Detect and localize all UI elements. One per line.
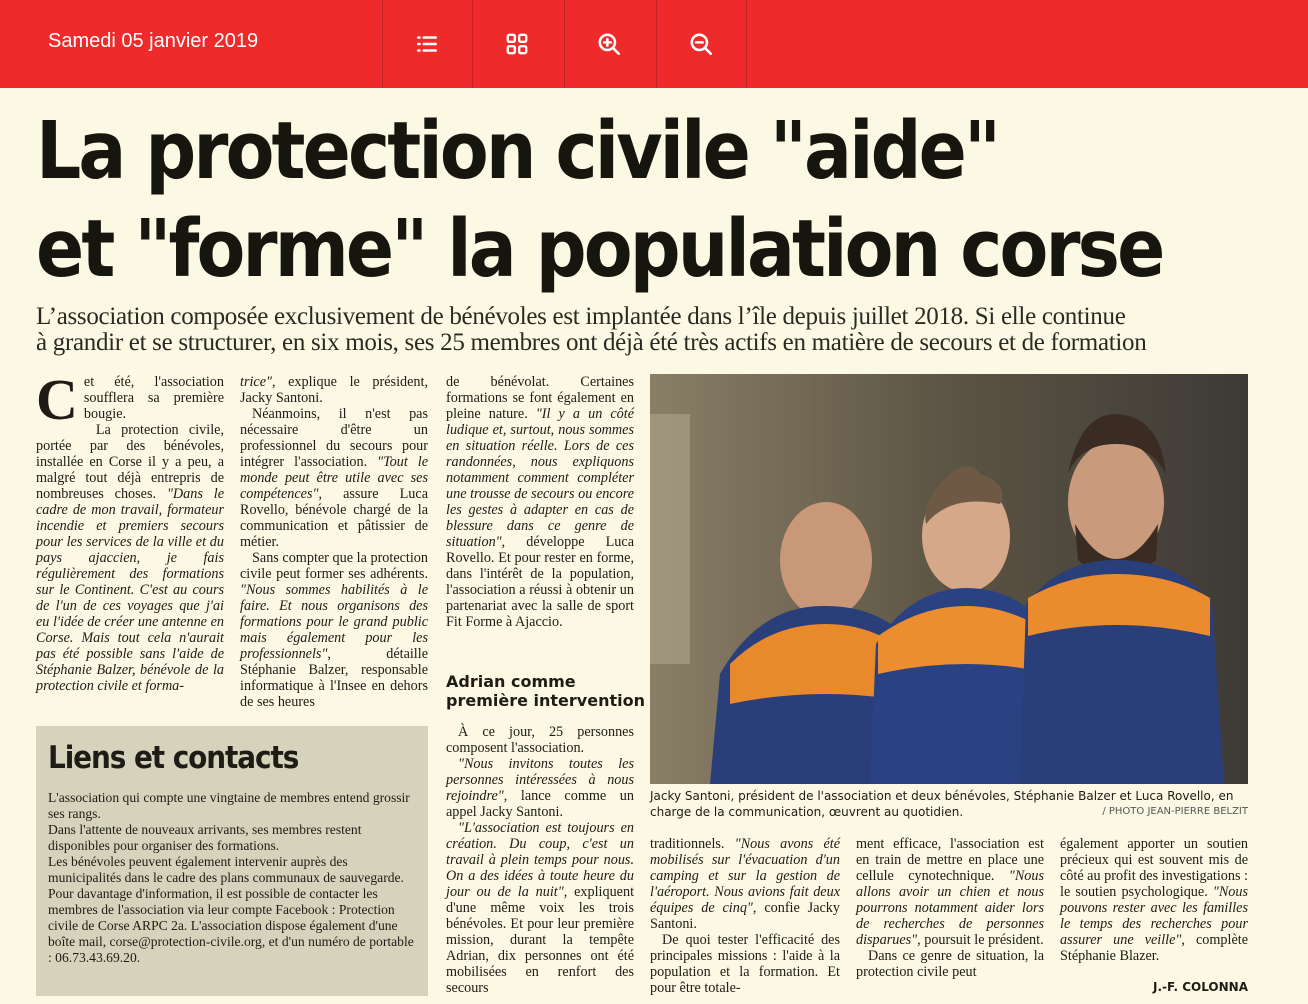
contacts-box-text (48, 790, 418, 966)
box-paragraph: Dans l'attente de nouveaux arrivants, ses membres restent disponibles pour organiser des formations. (48, 822, 362, 853)
list-icon (414, 31, 440, 57)
subheading: Adrian comme première intervention (446, 672, 645, 710)
lede-line-1: L’association composée exclusivement de bénévoles est implantée dans l’île depuis juillet 2018. Si elle continue (36, 303, 1126, 330)
paragraph: trice", explique le président, Jacky Santoni. (240, 374, 428, 406)
article-lede (36, 304, 1286, 356)
paragraph: De quoi tester l'efficacité des principales missions : l'aide à la population et la formation. Et pour être totale- (650, 932, 840, 996)
box-paragraph: Pour davantage d'information, il est possible de contacter les membres de l'association via leur compte Facebook : Protection civile de Corse ARPC 2a. L'association dispose également d'une boîte mail, corse@protection-civile.org, et d'un numéro de portable : 06.73.43.69.20. (48, 886, 414, 965)
zoom-in-icon (596, 31, 622, 57)
zoom-out-icon (688, 31, 714, 57)
headline-line-2: et "forme" la population corse (36, 203, 1163, 295)
toolbar-divider (746, 0, 747, 88)
box-paragraph: L'association qui compte une vingtaine de membres entend grossir ses rangs. (48, 790, 410, 821)
lede-line-2: à grandir et se structurer, en six mois, ses 25 membres ont déjà été très actifs en matière de secours et de formation (36, 329, 1147, 356)
paragraph: "Nous invitons toutes les personnes intéressées à nous rejoindre", lance comme un appel Jacky Santoni. (446, 756, 634, 820)
article-column-4 (650, 836, 840, 996)
paragraph: Sans compter que la protection civile peut former ses adhérents. "Nous sommes habilités à le faire. Et nous organisons des formations pour le grand public mais également pour les professionnels", détaille Stéphanie Balzer, responsable informatique à l'Insee en dehors de ses heures (240, 550, 428, 710)
top-toolbar (0, 0, 1308, 88)
photo-credit: / PHOTO JEAN-PIERRE BELZIT (1102, 806, 1248, 817)
paragraph: "L'association est toujours en création. Du coup, c'est un travail à plein temps pour nous. On a des idées à toute heure du jour ou de la nuit", expliquent d'une même voix les trois bénévoles. Et pour leur première mission, durant la tempête Adrian, dix personnes ont été mobilisées en renfort des secours (446, 820, 635, 996)
article-column-3 (446, 374, 634, 630)
paragraph: Néanmoins, il n'est pas nécessaire d'être un professionnel du secours pour intégrer l'association. "Tout le monde peut être utile avec ses compétences", assure Luca Rovello, bénévole chargé de la communication et pâtissier de métier. (240, 406, 429, 550)
contacts-box-title: Liens et contacts (48, 740, 299, 776)
paragraph: également apporter un soutien précieux qui est souvent mis de côté au profit des investigations : le soutien psychologique. "Nous pouvons rester avec les familles le temps des recherches pour assurer une veille", complète Stéphanie Blazer. (1060, 836, 1249, 964)
paragraph: de bénévolat. Certaines formations se font également en pleine nature. "Il y a un côté ludique et, surtout, nous sommes en situation réelle. Lors de ces randonnées, nous expliquons notamment comment compléter une trousse de secours ou encore les gestes à adapter en cas de blessure dans ce genre de situation", développe Luca Rovello. Et pour rester en forme, dans l'intérêt de la population, l'association a réussi à obtenir un partenariat avec la salle de sport Fit Forme à Ajaccio. (446, 374, 634, 630)
paragraph: ment efficace, l'association est en train de mettre en place une cellule cynotechnique. "Nous allons avoir un chien et nous pourrons notamment aider lors de recherches de personnes disparues", poursuit le président. (856, 836, 1044, 948)
article-column-5 (856, 836, 1044, 980)
paragraph: Dans ce genre de situation, la protection civile peut (856, 948, 1044, 980)
zoom-in-button[interactable] (564, 0, 654, 88)
newspaper-page[interactable] (0, 88, 1308, 1004)
article-column-1 (36, 367, 224, 694)
grid-icon (504, 31, 530, 57)
author-signature: J.-F. COLONNA (1153, 980, 1248, 994)
grid-view-button[interactable] (472, 0, 562, 88)
paragraph: Cet été, l'association soufflera sa première bougie. (36, 367, 224, 432)
article-photo (650, 374, 1248, 784)
box-paragraph: Les bénévoles peuvent également intervenir auprès des municipalités dans le cadre des plans communaux de sauvegarde. (48, 854, 404, 885)
drop-cap: C (36, 367, 78, 432)
photo-caption: Jacky Santoni, président de l'association et deux bénévoles, Stéphanie Balzer et Luca Rovello, en charge de la communication, œuvrent au quotidien. (650, 789, 1234, 819)
headline-line-1: La protection civile "aide" (36, 105, 999, 197)
paragraph: À ce jour, 25 personnes composent l'association. (446, 724, 634, 756)
article-headline (36, 102, 1163, 298)
paragraph: traditionnels. "Nous avons été mobilisés sur l'évacuation d'un camping et sur la gestion de l'aéroport. Nous avions fait deux équipes de cinq", confie Jacky Santoni. (650, 836, 840, 932)
photo-illustration (650, 374, 1248, 784)
article-column-6 (1060, 836, 1248, 964)
zoom-out-button[interactable] (656, 0, 746, 88)
contacts-box (36, 726, 428, 996)
list-view-button[interactable] (382, 0, 472, 88)
article-column-3-lower (446, 724, 634, 996)
paragraph: La protection civile, portée par des bénévoles, installée en Corse il y a peu, a malgré tout déjà entrepris de nombreuses choses. "Dans le cadre de mon travail, formateur incendie et premiers secours pour les services de la ville et du pays ajaccien, je fais régulièrement des formations sur le Continent. C'est au cours de l'un de ces voyages que j'ai eu l'idée de créer une antenne en Corse. Mais tout cela n'aurait pas été possible sans l'aide de Stéphanie Balzer, bénévole de la protection civile et forma- (36, 422, 224, 694)
article-column-2 (240, 374, 428, 710)
issue-date: Samedi 05 janvier 2019 (48, 30, 259, 52)
